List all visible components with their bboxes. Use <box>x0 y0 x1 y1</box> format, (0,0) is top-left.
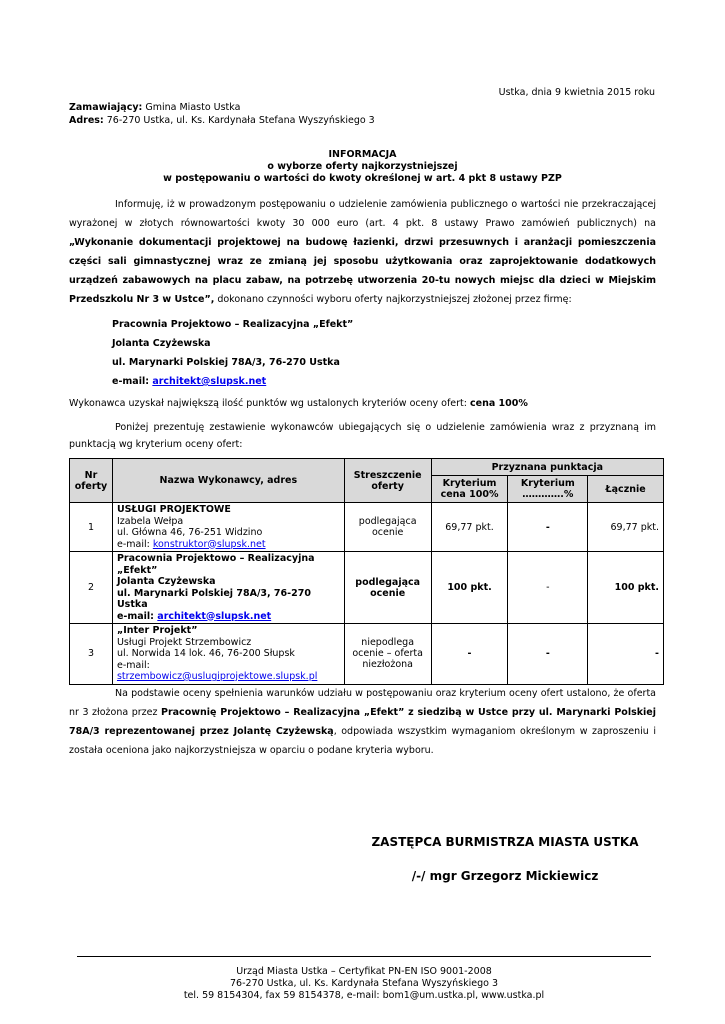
contractor-email-link[interactable]: strzembowicz@uslugiprojektowe.slupsk.pl <box>116 671 318 682</box>
document-title <box>69 149 656 185</box>
row-contractor <box>112 624 344 685</box>
selected-firm <box>112 315 353 391</box>
intro-paragraph <box>69 195 656 309</box>
table-header-row <box>70 459 664 476</box>
signature-name: /-/ mgr Grzegorz Mickiewicz <box>411 869 599 883</box>
contractor-name-2: „Efekt” <box>116 564 158 576</box>
header-points-group: Przyznana punktacja <box>431 459 663 476</box>
firm-email-link[interactable]: architekt@slupsk.net <box>152 376 267 387</box>
footer-divider <box>77 956 651 957</box>
footer-line-3: tel. 59 8154304, fax 59 8154378, e-mail: bom1@um.ustka.pl, www.ustka.pl <box>183 990 545 1001</box>
conclusion-text-1: Na podstawie oceny spełnienia warunków udziału w postępowaniu oraz kryterium oceny ofert ustalono, że oferta nr 3 złożona przez <box>69 688 656 718</box>
address-value: 76-270 Ustka, ul. Ks. Kardynała Stefana Wyszyńskiego 3 <box>103 115 375 126</box>
orderer-value: Gmina Miasto Ustka <box>142 102 241 113</box>
contractor-email-label: e-mail: <box>116 610 158 622</box>
offers-table <box>69 458 664 685</box>
address-line <box>69 114 375 127</box>
row-criterion-2: - <box>508 624 588 685</box>
row-total: 100 pkt. <box>588 552 664 624</box>
header-nr: Nr oferty <box>70 459 113 503</box>
title-line-1: INFORMACJA <box>328 149 397 160</box>
signature-block <box>360 825 650 893</box>
contractor-email-line <box>117 611 340 623</box>
contractor-name: Pracownia Projektowo – Realizacyjna <box>116 553 315 564</box>
title-line-2: o wyborze oferty najkorzystniejszej <box>267 161 458 172</box>
conclusion-text-2: , odpowiada wszystkim wymaganiom określonym w zaproszeniu i została oceniona jako najkorzystniejsza w oparciu o podane kryteria wyboru. <box>69 726 656 756</box>
contractor-email-link[interactable]: architekt@slupsk.net <box>157 610 272 622</box>
intro-text-1: Informuję, iż w prowadzonym postępowaniu o udzielenie zamówienia publicznego o wartości nie przekraczającej wyrażonej w złotych równowartości kwoty 30 000 euro (art. 4 pkt. 8 ustawy Prawo zamówień publicznych) na <box>69 199 656 229</box>
page-footer <box>77 966 651 1002</box>
contractor-email-line <box>117 660 340 683</box>
firm-address: ul. Marynarki Polskiej 78A/3, 76-270 Ustka <box>112 357 340 368</box>
table-row <box>70 503 664 552</box>
conclusion-winner: Pracownię Projektowo – Realizacyjna „Efekt” z siedzibą w Ustce przy ul. Marynarki Polskiej 78A/3 reprezentowanej przez Jolantę Czyżewską <box>69 707 656 737</box>
winner-criterion: cena 100% <box>470 398 528 409</box>
contractor-person: Jolanta Czyżewska <box>116 576 216 587</box>
firm-email-label: e-mail: <box>112 376 153 387</box>
orderer-block <box>69 101 375 127</box>
contractor-company: Usługi Projekt Strzembowicz <box>116 636 252 648</box>
row-contractor <box>112 503 344 552</box>
table-row <box>70 552 664 624</box>
row-summary: podlegająca ocenie <box>344 552 431 624</box>
contractor-address: ul. Główna 46, 76-251 Widzino <box>116 527 263 538</box>
orderer-label: Zamawiający: <box>69 102 143 113</box>
winner-text: Wykonawca uzyskał największą ilość punktów wg ustalonych kryteriów oceny ofert: <box>69 398 470 409</box>
footer-line-2: 76-270 Ustka, ul. Ks. Kardynała Stefana Wyszyńskiego 3 <box>230 978 498 989</box>
contractor-name: „Inter Projekt” <box>116 625 198 636</box>
address-label: Adres: <box>69 115 104 126</box>
header-total: Łącznie <box>588 476 664 503</box>
row-contractor <box>112 552 344 624</box>
firm-name: Pracownia Projektowo – Realizacyjna „Efekt” <box>112 319 354 330</box>
row-total: 69,77 pkt. <box>588 503 664 552</box>
row-criterion-1: - <box>431 624 508 685</box>
orderer-line <box>69 101 375 114</box>
contractor-address: ul. Norwida 14 lok. 46, 76-200 Słupsk <box>116 648 295 659</box>
row-criterion-1: 69,77 pkt. <box>431 503 508 552</box>
contractor-email-label: e-mail: <box>116 659 150 671</box>
contractor-email-label: e-mail: <box>116 538 153 550</box>
intro-subject: „Wykonanie dokumentacji projektowej na budowę łazienki, drzwi przesuwnych i aranżacji pomieszczenia części sali gimnastycznej wraz ze zmianą jej sposobu użytkowania oraz zaprojektowanie dodatkowych urządzeń zabawowych na placu zabaw, na potrzebę utworzenia 20-tu nowych miejsc dla dzieci w Miejskim Przedszkolu Nr 3 w Ustce”, <box>69 237 656 305</box>
header-criterion-2-line-2: ………….% <box>522 489 574 500</box>
document-date: Ustka, dnia 9 kwietnia 2015 roku <box>498 87 655 98</box>
header-summary: Streszczenie oferty <box>344 459 431 503</box>
header-criterion-2-line-1: Kryterium <box>520 478 575 489</box>
contractor-address: ul. Marynarki Polskiej 78A/3, 76-270 Ustka <box>116 587 311 610</box>
header-name: Nazwa Wykonawcy, adres <box>112 459 344 503</box>
contractor-person: Izabela Wełpa <box>116 515 184 527</box>
contractor-email-link[interactable]: konstruktor@slupsk.net <box>152 538 266 550</box>
row-nr: 2 <box>70 552 113 624</box>
row-criterion-1: 100 pkt. <box>431 552 508 624</box>
title-line-3: w postępowaniu o wartości do kwoty określonej w art. 4 pkt 8 ustawy PZP <box>163 173 562 184</box>
contractor-name: USŁUGI PROJEKTOWE <box>116 504 231 515</box>
winner-criterion-line <box>69 398 528 409</box>
row-criterion-2: - <box>508 503 588 552</box>
signature-title: ZASTĘPCA BURMISTRZA MIASTA USTKA <box>371 835 639 849</box>
conclusion-paragraph <box>69 684 656 760</box>
header-criterion-1: Kryterium cena 100% <box>431 476 508 503</box>
intro-text-2: dokonano czynności wyboru oferty najkorzystniejszej złożonej przez firmę: <box>214 294 572 305</box>
table-intro-paragraph <box>69 419 656 453</box>
row-nr: 1 <box>70 503 113 552</box>
firm-person: Jolanta Czyżewska <box>112 338 211 349</box>
table-row <box>70 624 664 685</box>
row-nr: 3 <box>70 624 113 685</box>
footer-line-1: Urząd Miasta Ustka – Certyfikat PN-EN ISO 9001-2008 <box>236 966 492 977</box>
row-summary: podlegająca ocenie <box>344 503 431 552</box>
header-criterion-2 <box>508 476 588 503</box>
row-total: - <box>588 624 664 685</box>
firm-email-line <box>112 372 353 391</box>
table-intro-text: Poniżej prezentuję zestawienie wykonawców ubiegających się o udzielenie zamówienia wraz z przyznaną im punktacją wg kryterium oceny ofert: <box>69 422 656 450</box>
contractor-email-line <box>117 539 340 551</box>
row-criterion-2: - <box>508 552 588 624</box>
row-summary: niepodlega ocenie – oferta niezłożona <box>344 624 431 685</box>
